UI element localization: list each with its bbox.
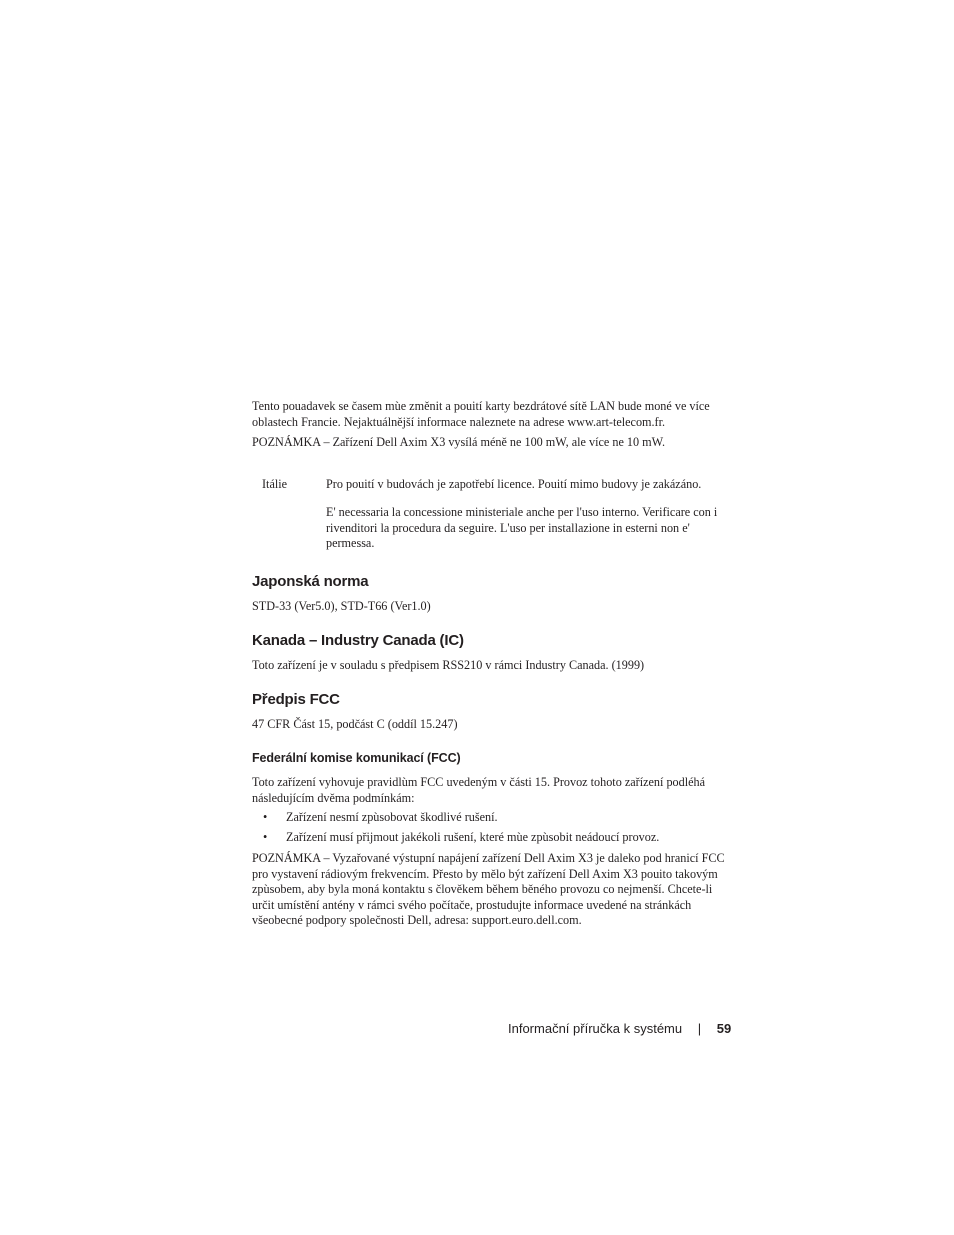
bullet-icon: • [263, 830, 268, 844]
fcc-heading: Předpis FCC [252, 691, 340, 708]
italy-country-label: Itálie [262, 477, 288, 491]
fcc-bullet-text: Zařízení musí přijmout jakékoli rušení, které mùe zpùsobit neádoucí provoz. [286, 830, 660, 844]
bullet-icon: • [263, 810, 268, 824]
canada-text: Toto zařízení je v souladu s předpisem RSS210 v rámci Industry Canada. (1999) [252, 658, 645, 672]
japan-text: STD-33 (Ver5.0), STD-T66 (Ver1.0) [252, 599, 431, 613]
italy-text-italian: E' necessaria la concessione ministeriale anche per l'uso interno. Verificare con i rivenditori la procedura da seguire. L'uso per installazione in esterni non e' permessa. [326, 505, 718, 551]
fcc-subheading: Federální komise komunikací (FCC) [252, 751, 461, 765]
fcc-text: 47 CFR Část 15, podčást C (oddíl 15.247) [252, 717, 458, 731]
canada-heading: Kanada – Industry Canada (IC) [252, 632, 464, 649]
fcc-paragraph: Toto zařízení vyhovuje pravidlùm FCC uvedeným v části 15. Provoz tohoto zařízení podléhá následujícím dvěma podmínkám: [252, 775, 706, 805]
intro-paragraph: Tento pouadavek se časem mùe změnit a pouití karty bezdrátové sítě LAN bude moné ve více oblastech Francie. Nejaktuálnější informace naleznete na adrese www.art-telecom.fr. [252, 399, 710, 429]
page-footer [508, 1021, 731, 1036]
japan-heading: Japonská norma [252, 573, 369, 590]
fcc-note: POZNÁMKA – Vyzařované výstupní napájení zařízení Dell Axim X3 je daleko pod hranicí FCC pro vystavení rádiovým frekvencím. Přesto by mělo být zařízení Dell Axim X3 pouito takovým zpùsobem, aby byla moná kontaktu s člověkem během běného provozu co nejmenší. Chcete-li určit umístění antény v rámci svého počítače, prostudujte informace uvedené na stránkách všeobecné podpory společnosti Dell, adresa: support.euro.dell.com. [252, 851, 725, 928]
italy-text-czech: Pro pouití v budovách je zapotřebí licence. Pouití mimo budovy je zakázáno. [326, 477, 702, 491]
intro-note: POZNÁMKA – Zařízení Dell Axim X3 vysílá méně ne 100 mW, ale více ne 10 mW. [252, 435, 666, 449]
page-number: 59 [716, 1021, 732, 1036]
fcc-bullet-text: Zařízení nesmí zpùsobovat škodlivé rušení. [286, 810, 498, 824]
footer-title: Informační příručka k systému [508, 1021, 683, 1036]
footer-separator: | [697, 1021, 702, 1036]
